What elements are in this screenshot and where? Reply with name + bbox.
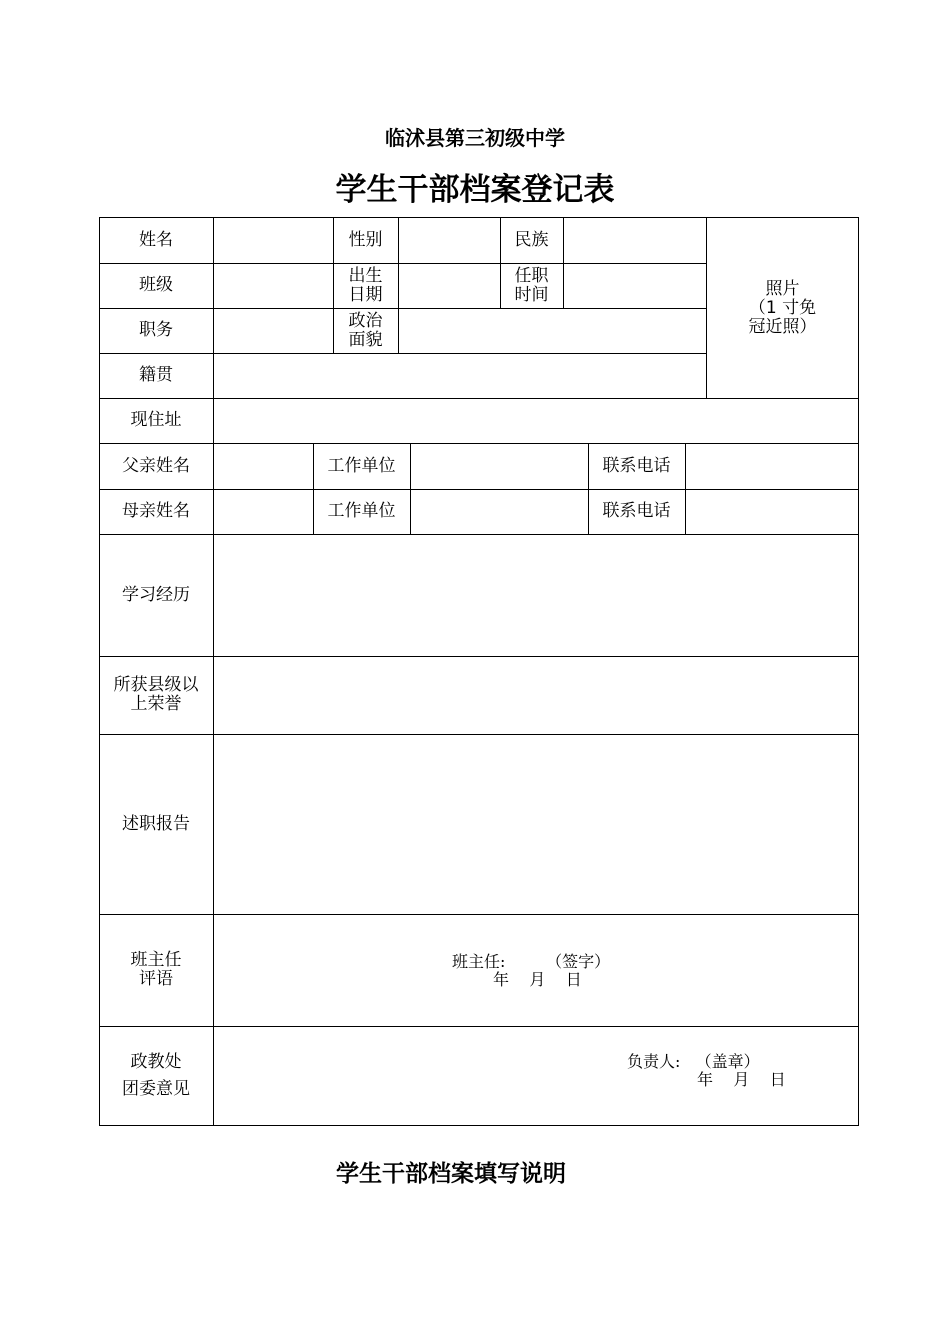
honors-label-line2: 上荣誉 [130, 694, 182, 714]
office-label-line2: 团委意见 [122, 1078, 190, 1099]
father-name-label: 父亲姓名 [122, 455, 190, 476]
ethnicity-field[interactable] [564, 218, 706, 263]
term-label [500, 263, 563, 308]
photo-area[interactable] [707, 218, 858, 398]
office-date: 年 月 日 [697, 1070, 786, 1089]
father-phone-label: 联系电话 [602, 455, 671, 476]
instructions-title: 学生干部档案填写说明 [336, 1161, 566, 1187]
father-name-field[interactable] [214, 444, 313, 489]
term-label-line1: 任职 [514, 265, 549, 286]
honors-label-line1: 所获县级以 [113, 675, 199, 695]
class-label: 班级 [139, 275, 173, 295]
father-phone-field[interactable] [686, 444, 858, 489]
birth-label-line2: 日期 [348, 284, 383, 305]
office-opinion-label [99, 1026, 213, 1125]
birth-label-line1: 出生 [348, 265, 383, 286]
class-field[interactable] [214, 264, 333, 308]
study-history-label: 学习经历 [122, 584, 190, 605]
political-status-field[interactable] [399, 309, 706, 353]
birth-date-label [333, 263, 398, 308]
political-label-line2: 面貌 [348, 329, 383, 350]
table-line [858, 217, 859, 1126]
teacher-signature: 班主任: （签字） [452, 952, 611, 971]
father-work-unit-field[interactable] [411, 444, 588, 489]
native-place-label: 籍贯 [139, 365, 173, 385]
address-field[interactable] [214, 399, 858, 443]
gender-label: 性别 [348, 229, 383, 250]
ethnicity-label: 民族 [514, 229, 549, 250]
teacher-comment-label [99, 914, 213, 1026]
teacher-label-line1: 班主任 [130, 950, 182, 970]
teacher-date: 年 月 日 [493, 970, 582, 989]
term-field[interactable] [564, 264, 706, 308]
work-report-field[interactable] [214, 735, 858, 914]
mother-work-unit-label: 工作单位 [327, 501, 396, 521]
mother-phone-label: 联系电话 [602, 501, 671, 521]
teacher-label-line2: 评语 [139, 969, 173, 989]
school-name: 临沭县第三初级中学 [385, 126, 565, 150]
photo-type-note: 冠近照） [748, 316, 817, 337]
name-field[interactable] [214, 218, 333, 263]
mother-name-field[interactable] [214, 490, 313, 534]
name-label: 姓名 [139, 229, 173, 250]
address-label: 现住址 [130, 410, 182, 430]
photo-size-note: （1 寸免 [748, 297, 817, 318]
mother-work-unit-field[interactable] [411, 490, 588, 534]
gender-field[interactable] [399, 218, 500, 263]
office-signature: 负责人: （盖章） [627, 1052, 760, 1071]
mother-name-label: 母亲姓名 [122, 501, 190, 521]
birth-date-field[interactable] [399, 264, 500, 308]
study-history-field[interactable] [214, 535, 858, 656]
form-title: 学生干部档案登记表 [335, 172, 615, 208]
political-label-line1: 政治 [348, 310, 383, 331]
mother-phone-field[interactable] [686, 490, 858, 534]
photo-label: 照片 [765, 278, 800, 299]
native-place-field[interactable] [214, 354, 706, 398]
work-report-label: 述职报告 [122, 813, 190, 834]
position-field[interactable] [214, 309, 333, 353]
position-label: 职务 [139, 320, 173, 340]
honors-label [99, 656, 213, 734]
office-label-line1: 政教处 [130, 1051, 182, 1072]
honors-field[interactable] [214, 657, 858, 734]
political-status-label [333, 308, 398, 353]
father-work-unit-label: 工作单位 [327, 455, 396, 476]
term-label-line2: 时间 [514, 284, 549, 305]
